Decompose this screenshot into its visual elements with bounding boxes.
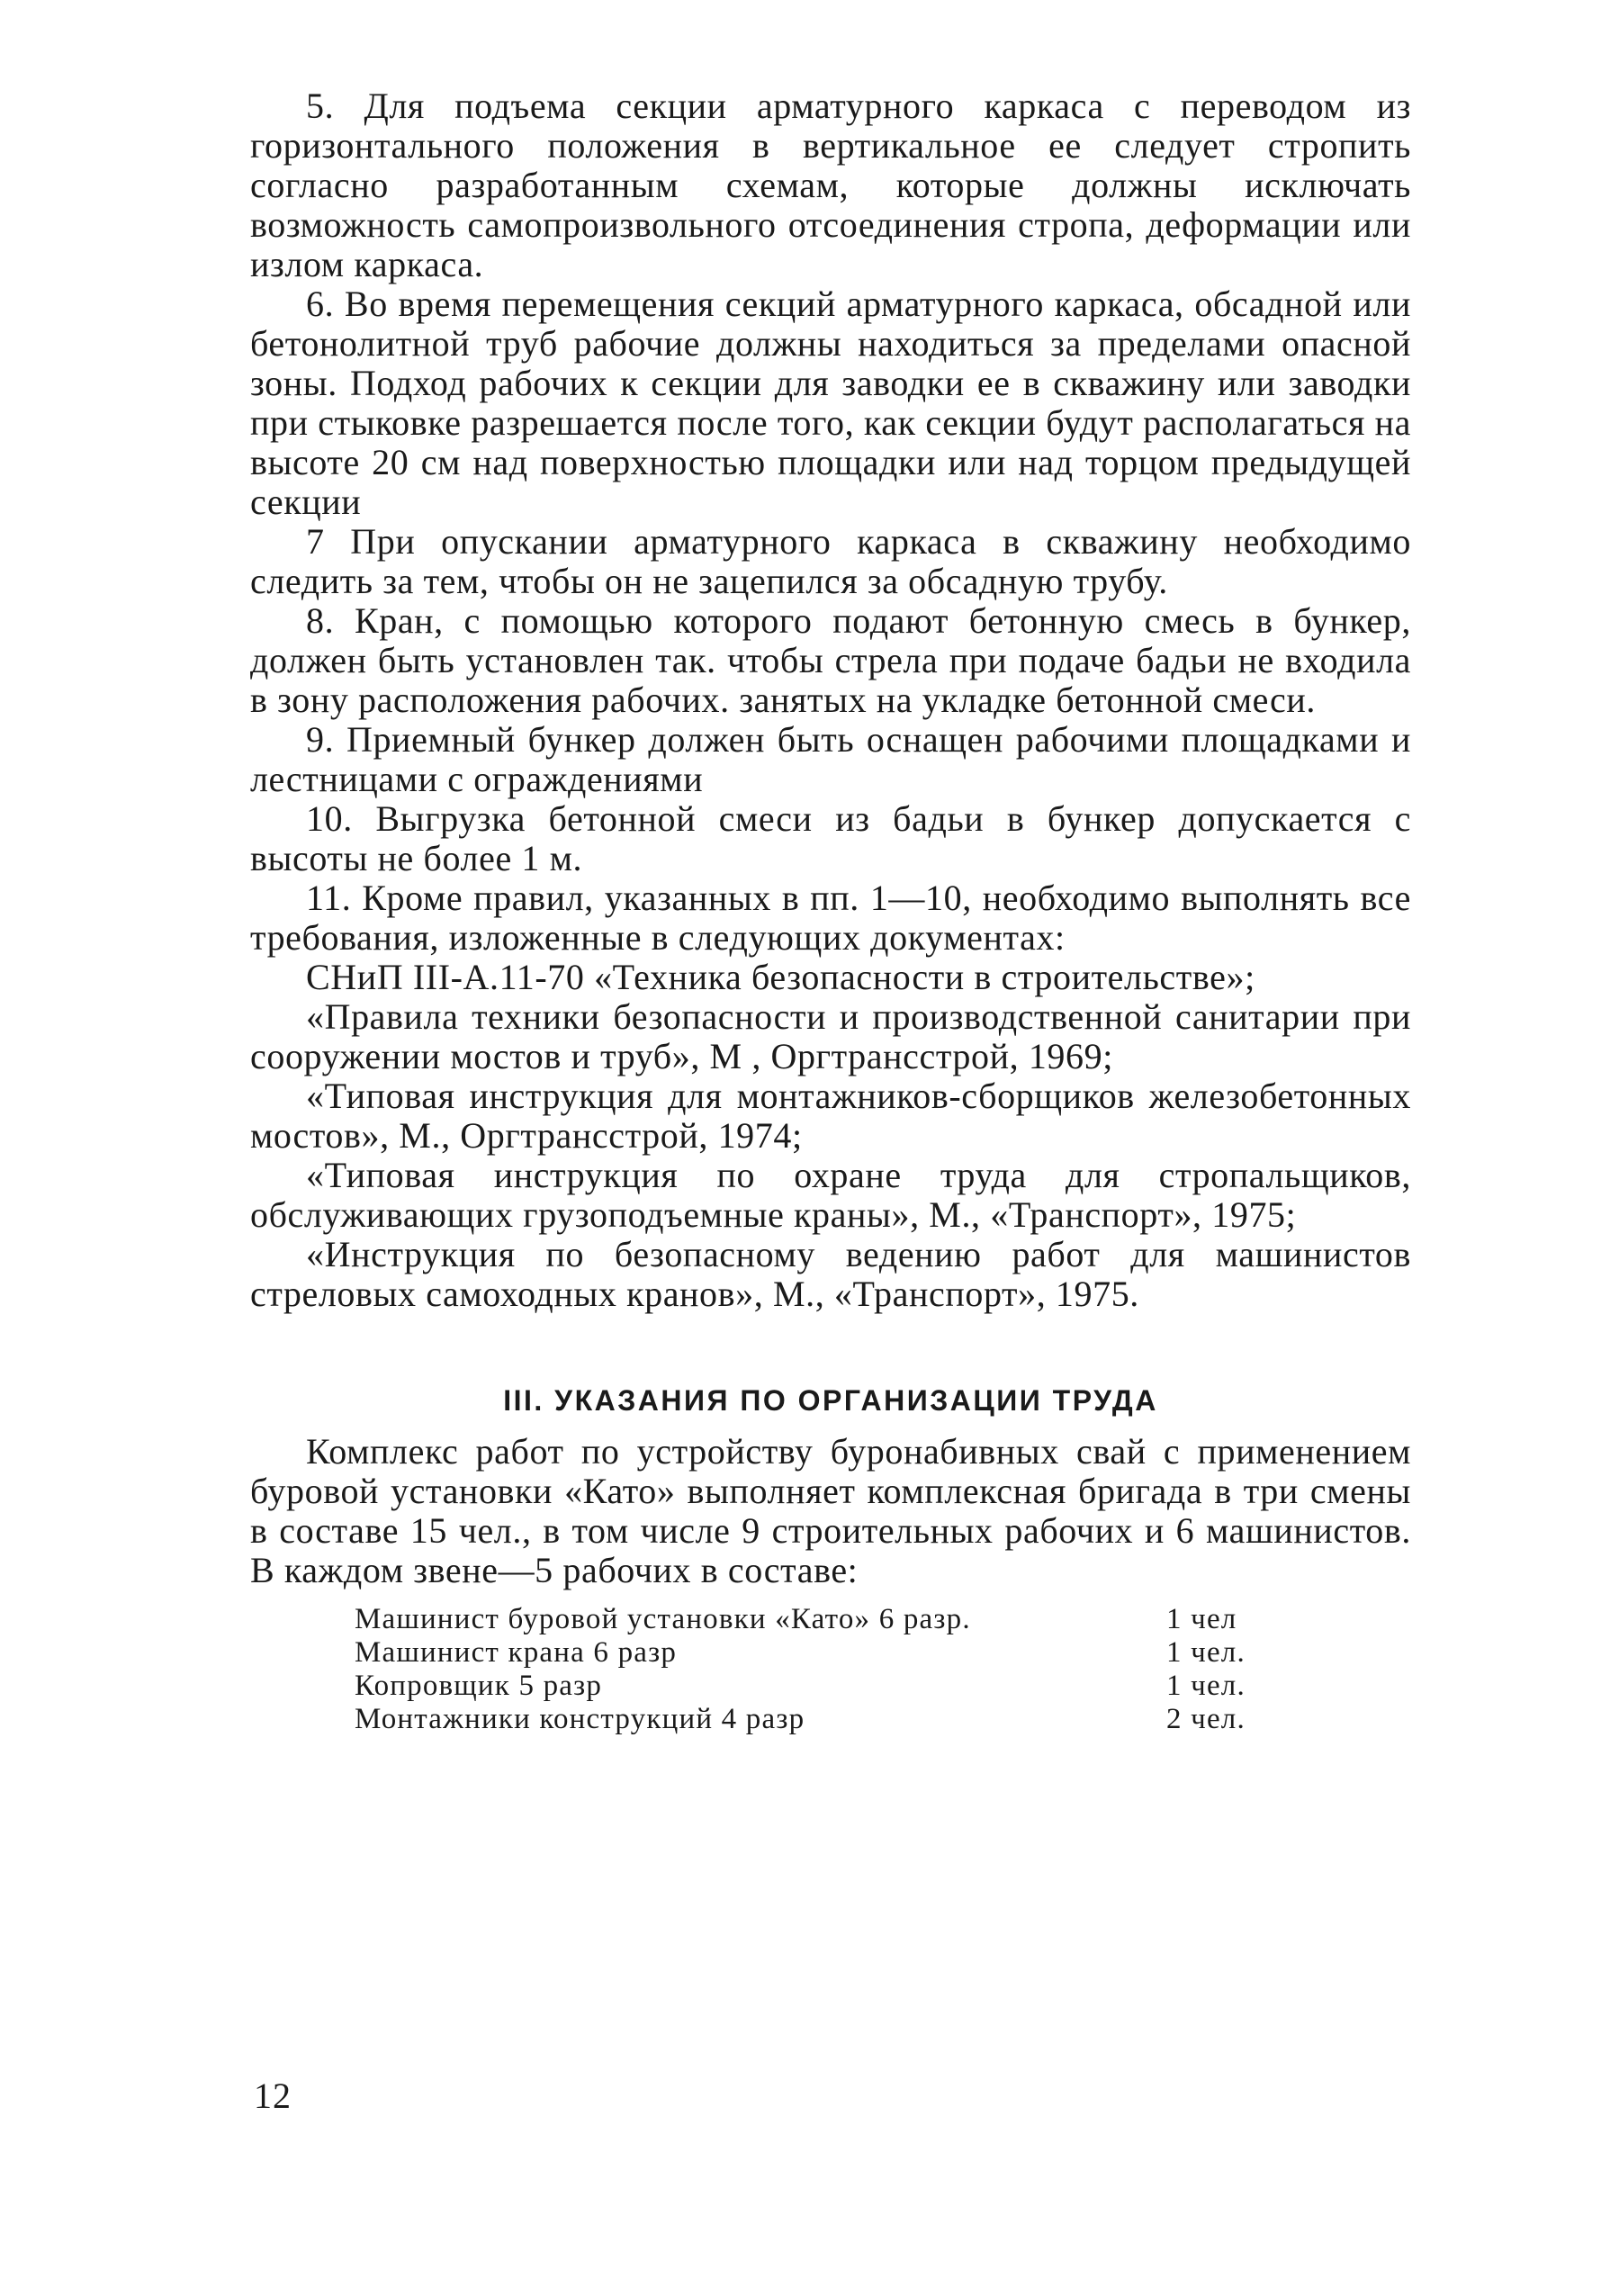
- paragraph-5: 5. Для подъема секции арматурного каркаса с переводом из горизонтального положения в вертикальное ее следует стропить согласно разработанным схемам, которые должны исключать возможность самопроизвольного отсоединения стропа, деформации или излом каркаса.: [250, 86, 1411, 284]
- staff-count: 1 чел.: [1166, 1670, 1246, 1702]
- staff-count: 1 чел.: [1166, 1636, 1246, 1669]
- paragraph-9: 9. Приемный бункер должен быть оснащен рабочими площадками и лестницами с ограждениями: [250, 719, 1411, 799]
- staff-role: Копровщик 5 разр: [355, 1670, 603, 1702]
- staff-count: 2 чел.: [1166, 1703, 1246, 1735]
- reference-snip: СНиП III-А.11-70 «Техника безопасности в строительстве»;: [306, 957, 1255, 997]
- paragraph-11: 11. Кроме правил, указанных в пп. 1—10, необходимо выполнять все требования, изложенные в следующих документах:: [250, 878, 1411, 958]
- reference-crane-operators-instruction: «Инструкция по безопасному ведению работ для машинистов стреловых самоходных кранов», М., «Транспорт», 1975.: [250, 1234, 1411, 1314]
- staff-row: [355, 1670, 1265, 1703]
- paragraph-7: 7 При опускании арматурного каркаса в скважину необходимо следить за тем, чтобы он не зацепился за обсадную трубу.: [250, 521, 1411, 601]
- page-number: 12: [254, 2075, 292, 2116]
- staff-row: [355, 1603, 1265, 1636]
- reference-assemblers-instruction: «Типовая инструкция для монтажников-сборщиков железобетонных мостов», М., Оргтрансстрой, 1974;: [250, 1076, 1411, 1156]
- paragraph-10: 10. Выгрузка бетонной смеси из бадьи в бункер допускается с высоты не более 1 м.: [250, 798, 1411, 878]
- document-page: [250, 86, 1411, 1736]
- section-heading: III. УКАЗАНИЯ ПО ОРГАНИЗАЦИИ ТРУДА: [503, 1384, 1158, 1417]
- staff-role: Монтажники конструкций 4 разр: [355, 1703, 805, 1735]
- reference-slingers-instruction: «Типовая инструкция по охране труда для стропальщиков, обслуживающих грузоподъемные краны», М., «Транспорт», 1975;: [250, 1155, 1411, 1235]
- staff-list: [355, 1603, 1265, 1736]
- staff-count: 1 чел: [1166, 1603, 1237, 1635]
- reference-safety-rules: «Правила техники безопасности и производственной санитарии при сооружении мостов и труб», М , Оргтрансстрой, 1969;: [250, 996, 1411, 1076]
- paragraph-8: 8. Кран, с помощью которого подают бетонную смесь в бункер, должен быть установлен так. чтобы стрела при подаче бадьи не входила в зону расположения рабочих. занятых на укладке бетонной смеси.: [250, 600, 1411, 720]
- staff-role: Машинист крана 6 разр: [355, 1636, 678, 1669]
- staff-role: Машинист буровой установки «Като» 6 разр.: [355, 1603, 971, 1635]
- staff-row: [355, 1636, 1265, 1670]
- section-intro: Комплекс работ по устройству буронабивных свай с применением буровой установки «Като» выполняет комплексная бригада в три смены в составе 15 чел., в том числе 9 строительных рабочих и 6 машинистов. В каждом звене—5 рабочих в составе:: [250, 1431, 1411, 1590]
- paragraph-6: 6. Во время перемещения секций арматурного каркаса, обсадной или бетонолитной труб рабочие должны находиться за пределами опасной зоны. Подход рабочих к секции для заводки ее в скважину или заводки при стыковке разрешается после того, как секции будут располагаться на высоте 20 см над поверхностью площадки или над торцом предыдущей секции: [250, 284, 1411, 522]
- staff-row: [355, 1703, 1265, 1736]
